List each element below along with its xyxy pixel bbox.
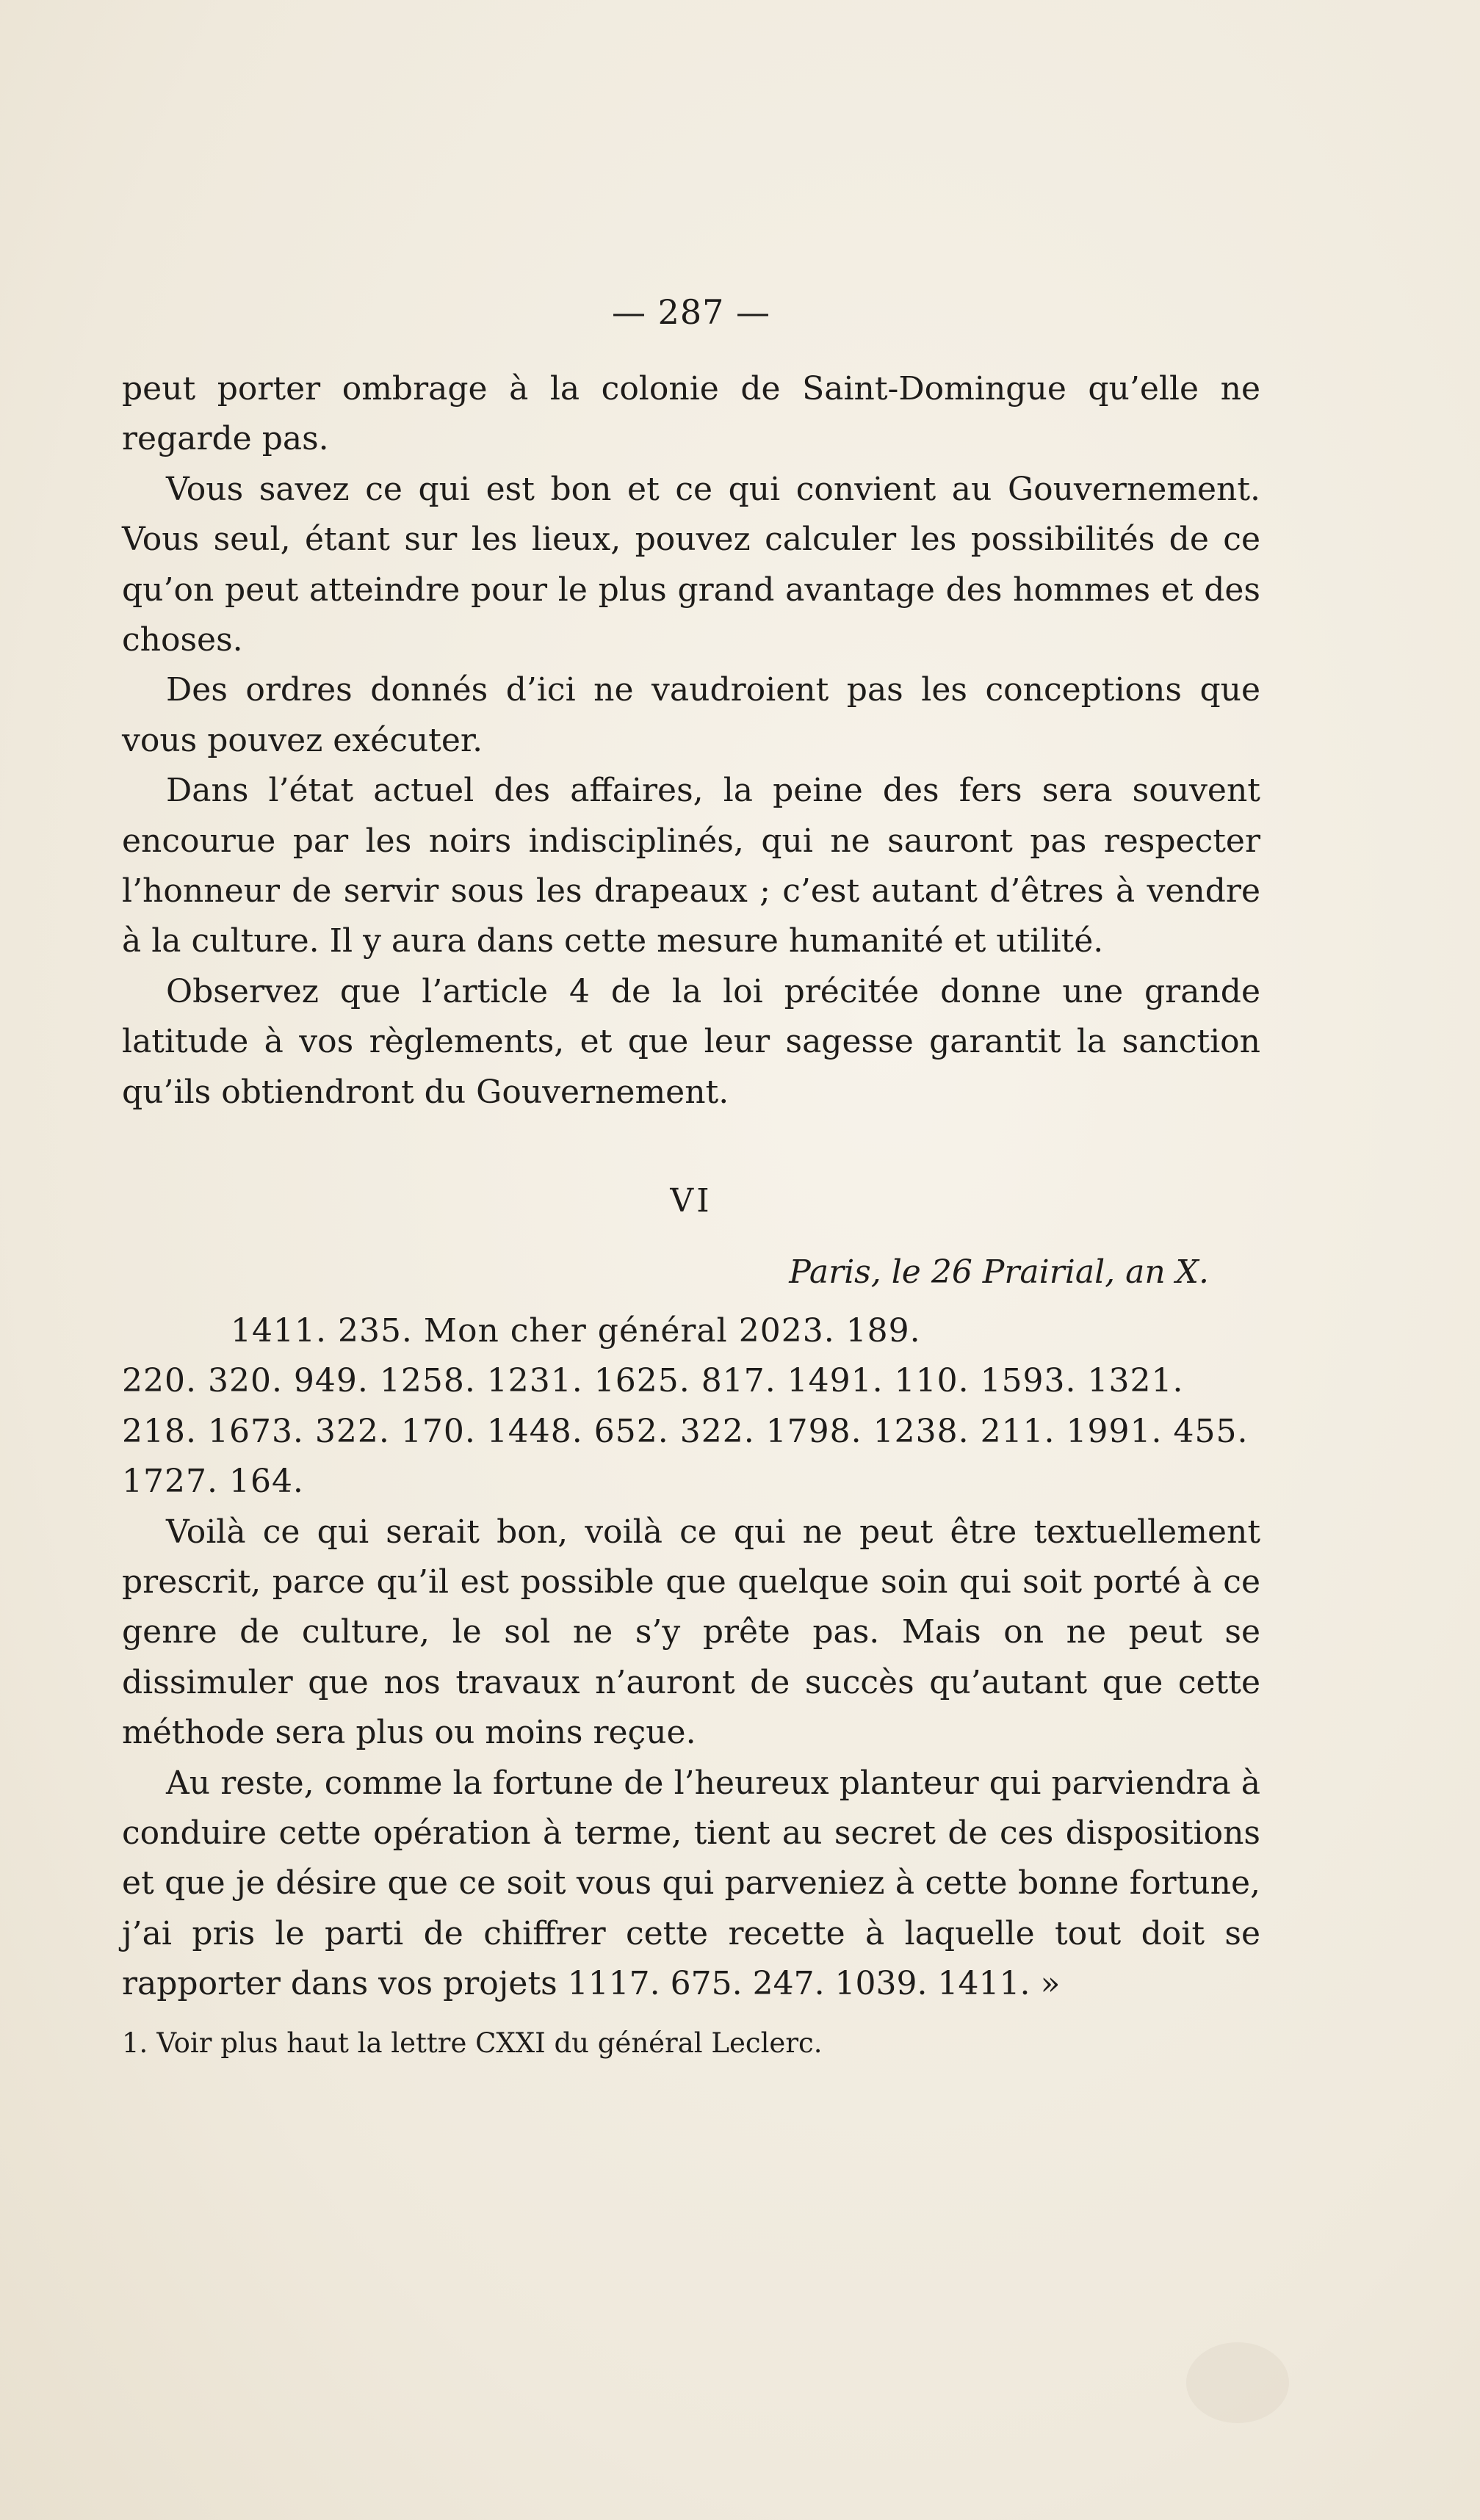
page-number: — 287 —	[611, 292, 771, 332]
paragraph: Au reste, comme la fortune de l’heureux planteur qui parviendra à conduire cette opération à terme, tient au secret de ces dispositions et que je désire que ce soit vous qui parveniez à cette bonne fortune, j’ai pris le parti de chiffrer cette recette à laquelle tout doit se rapporter dans vos projets 1117. 675. 247. 1039. 1411. »	[122, 1764, 1260, 2003]
paragraph: Vous savez ce qui est bon et ce qui convient au Gouvernement. Vous seul, étant sur les lieux, pouvez calculer les possibilités de ce qu’on peut atteindre pour le plus grand avantage des hommes et des choses.	[122, 470, 1260, 659]
paragraph: Voilà ce qui serait bon, voilà ce qui ne peut être textuellement prescrit, parce qu’il est possible que quelque soin qui soit porté à ce genre de culture, le sol ne s’y prête pas. Mais on ne peut se dissimuler que nos travaux n’auront de succès qu’autant que cette méthode sera plus ou moins reçue.	[122, 1513, 1260, 1752]
paper-stain	[1186, 2342, 1289, 2423]
cipher-line: 1411. 235. Mon cher général 2023. 189.	[231, 1311, 921, 1350]
cipher-block: 220. 320. 949. 1258. 1231. 1625. 817. 1491. 110. 1593. 1321. 218. 1673. 322. 170. 1448. 652. 322. 1798. 1238. 211. 1991. 455. 1727. 164.	[122, 1362, 1249, 1501]
paragraph: peut porter ombrage à la colonie de Saint-Domingue qu’elle ne regarde pas.	[122, 370, 1260, 458]
paragraph: Observez que l’article 4 de la loi précitée donne une grande latitude à vos règlements, et que leur sagesse garantit la sanction qu’ils obtiendront du Gouvernement.	[122, 972, 1260, 1111]
body-text	[122, 364, 1260, 2063]
footnote-text: Voir plus haut la lettre CXXI du général Leclerc.	[156, 2027, 823, 2059]
footnote-number: 1.	[122, 2027, 148, 2059]
footnote	[122, 2024, 1260, 2063]
dateline: Paris, le 26 Prairial, an X.	[789, 1253, 1209, 1291]
paragraph: Des ordres donnés d’ici ne vaudroient pas les conceptions que vous pouvez exécuter.	[122, 671, 1260, 759]
book-page	[122, 0, 1260, 2520]
paragraph: Dans l’état actuel des affaires, la peine des fers sera souvent encourue par les noirs indisciplinés, qui ne sauront pas respecter l’honneur de servir sous les drapeaux ; c’est autant d’êtres à vendre à la culture. Il y aura dans cette mesure humanité et utilité.	[122, 772, 1260, 960]
section-heading: VI	[670, 1182, 712, 1220]
